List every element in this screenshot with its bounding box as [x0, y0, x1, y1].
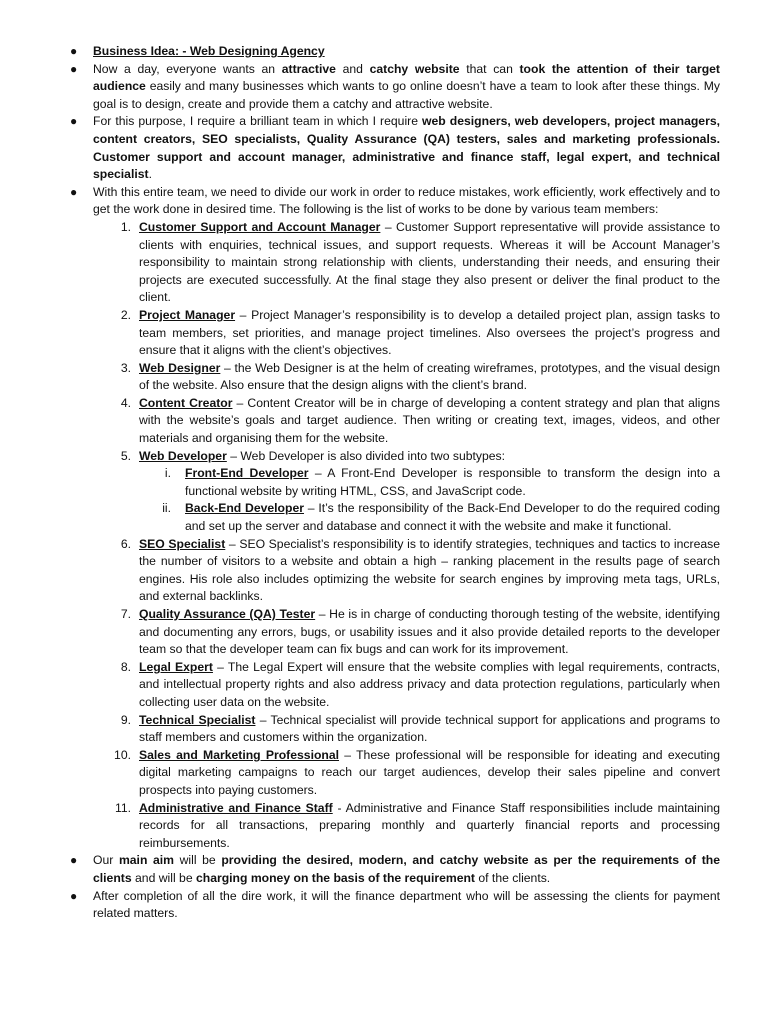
- bullet-item-aim: [70, 852, 721, 887]
- subtype-number: ii.: [162, 501, 171, 516]
- bullet-item-divide: [70, 184, 721, 853]
- role-item: [120, 307, 721, 360]
- paragraph-divide: [93, 184, 720, 219]
- role-title: Web Designer: [139, 360, 221, 375]
- role-title: Legal Expert: [139, 659, 213, 674]
- text-run: After completion of all the dire work, it will the finance department who will be assessing the clients for payment related matters.: [93, 888, 720, 921]
- text-run: catchy website: [369, 61, 460, 76]
- subtype-item: [162, 500, 721, 535]
- bullet-list: [70, 43, 721, 923]
- role-number: 1.: [120, 219, 131, 234]
- role-title: Project Manager: [139, 307, 236, 322]
- role-item: [114, 800, 720, 853]
- subtype-title: Front-End Developer: [185, 466, 309, 481]
- text-run: Business Idea: - Web Designing Agency: [93, 44, 325, 58]
- role-description: – Content Creator will be in charge of developing a content strategy and plan that aligns with the website’s goals and target audience. Then writing or creating text, images, videos, and other materials and organising them for the website.: [139, 395, 720, 446]
- subtype-description: – It’s the responsibility of the Back-End Developer to do the required coding and set up the server and database and connect it with the website and make it functional.: [185, 501, 721, 534]
- bullet-dot-icon: ●: [70, 44, 78, 58]
- role-item: [120, 219, 720, 307]
- role-description: – Web Developer is also divided into two subtypes:: [226, 448, 506, 463]
- subtype-item: [164, 465, 721, 500]
- role-title: SEO Specialist: [139, 536, 226, 551]
- paragraph-team: [93, 113, 720, 183]
- subtype-title: Back-End Developer: [185, 501, 304, 516]
- subtype-description: – A Front-End Developer is responsible to transform the design into a functional website by writing HTML, CSS, and JavaScript code.: [185, 466, 721, 498]
- bullet-item-intro: [70, 61, 720, 114]
- text-run: Our: [93, 853, 119, 868]
- role-item: [120, 659, 720, 712]
- subtype-list: [139, 465, 720, 535]
- role-item: [114, 747, 720, 800]
- role-description: – Technical specialist will provide technical support for applications and programs to staff members and customers within the organization.: [139, 712, 720, 745]
- role-number: 6.: [120, 536, 131, 551]
- role-number: 10.: [114, 747, 131, 762]
- text-run: attractive: [281, 61, 336, 76]
- text-run: web designers, web developers, project managers, content creators, SEO specialists, Quality Assurance (QA) testers, sales and marketing professionals. Customer support and account manager, administrative and finance staff, legal expert, and technical specialist: [93, 114, 720, 182]
- role-number: 8.: [120, 659, 131, 674]
- roles-list: [93, 219, 720, 852]
- paragraph-intro: [93, 61, 720, 114]
- role-item: [120, 360, 721, 395]
- text-run: Now a day, everyone wants an: [93, 61, 282, 76]
- text-run: main aim: [118, 853, 174, 868]
- bullet-item-idea: [70, 43, 720, 61]
- text-run: providing the desired, modern, and catchy website as per the requirements of the clients: [93, 853, 721, 885]
- paragraph-finance: [93, 888, 720, 923]
- bullet-item-finance: [70, 888, 720, 923]
- role-description: – Customer Support representative will provide assistance to clients with enquiries, technical issues, and support requests. Whereas it will be Account Manager’s responsibility to maintain strong relationship with clients, understanding their needs, and ensuring their projects are executed successfully. At the final stage they also present or deliver the final product to the client.: [139, 219, 720, 305]
- role-title: Technical Specialist: [139, 712, 256, 727]
- role-description: – The Legal Expert will ensure that the website complies with legal requirements, contracts, and intellectual property rights and also address privacy and data protection regulations, particularly when collecting user data on the website.: [139, 659, 720, 709]
- role-title: Web Developer: [139, 448, 227, 463]
- text-run: .: [148, 167, 152, 182]
- text-run: of the clients.: [475, 870, 551, 885]
- role-description: – These professional will be responsible for ideating and executing digital marketing campaigns to reach our target audiences, develop their sales pipeline and convert prospects into paying customers.: [139, 747, 720, 797]
- paragraph-aim: [93, 852, 720, 887]
- role-description: - Administrative and Finance Staff responsibilities include maintaining records for all transactions, preparing monthly and quarterly financial reports and processing reimbursements.: [139, 800, 720, 850]
- text-run: For this purpose, I require a brilliant team in which I require: [93, 114, 423, 129]
- role-title: Customer Support and Account Manager: [139, 219, 381, 234]
- paragraph-idea: [93, 43, 720, 61]
- role-number: 5.: [120, 448, 131, 463]
- text-run: charging money on the basis of the requirement: [195, 870, 475, 885]
- role-item: [120, 536, 720, 606]
- text-run: that can: [459, 61, 520, 76]
- role-description: – Project Manager’s responsibility is to develop a detailed project plan, assign tasks to team members, set priorities, and manage project timelines. Also oversees the project’s progress and ensure that it aligns with the client’s objectives.: [139, 307, 721, 358]
- text-run: and: [335, 61, 370, 76]
- bullet-dot-icon: ●: [70, 184, 78, 199]
- bullet-dot-icon: ●: [70, 888, 78, 903]
- role-number: 7.: [120, 607, 131, 621]
- text-run: will be: [174, 853, 222, 868]
- role-item: [120, 448, 721, 536]
- role-item: [120, 606, 720, 659]
- role-title: Administrative and Finance Staff: [139, 800, 333, 815]
- subtype-number: i.: [164, 466, 171, 481]
- role-description: – He is in charge of conducting thorough testing of the website, identifying and documenting any errors, bugs, or usability issues and it also provide detailed reports to the developer team so that the developer team can fix bugs and can work for its improvement.: [139, 607, 720, 657]
- role-number: 2.: [120, 307, 131, 322]
- text-run: easily and many businesses which wants to go online doesn’t have a team to look after these things. My goal is to design, create and provide them a catchy and attractive website.: [93, 79, 720, 111]
- role-item: [120, 395, 720, 448]
- text-run: and will be: [131, 870, 196, 885]
- text-run: With this entire team, we need to divide our work in order to reduce mistakes, work efficiently, work effectively and to get the work done in desired time. The following is the list of works to be done by various team members:: [93, 184, 720, 217]
- bullet-item-team: [70, 113, 720, 183]
- role-number: 9.: [120, 712, 131, 727]
- bullet-dot-icon: ●: [70, 853, 78, 868]
- role-description: – SEO Specialist’s responsibility is to identify strategies, techniques and tactics to increase the number of visitors to a website and obtain a high – ranking placement in the results page of search engines. His role also includes optimizing the website for search engines by improving meta tags, URLs, and external backlinks.: [139, 536, 720, 604]
- role-number: 11.: [114, 800, 131, 815]
- role-number: 4.: [120, 395, 131, 410]
- bullet-dot-icon: ●: [70, 114, 78, 129]
- role-item: [120, 712, 720, 747]
- bullet-dot-icon: ●: [70, 61, 78, 76]
- text-run: took the attention of their target audience: [93, 61, 720, 94]
- role-description: – the Web Designer is at the helm of creating wireframes, prototypes, and the visual design of the website. Also ensure that the design aligns with the client’s brand.: [139, 360, 721, 393]
- role-title: Quality Assurance (QA) Tester: [139, 607, 316, 621]
- role-title: Sales and Marketing Professional: [139, 747, 340, 762]
- role-title: Content Creator: [139, 395, 233, 410]
- role-number: 3.: [120, 360, 131, 375]
